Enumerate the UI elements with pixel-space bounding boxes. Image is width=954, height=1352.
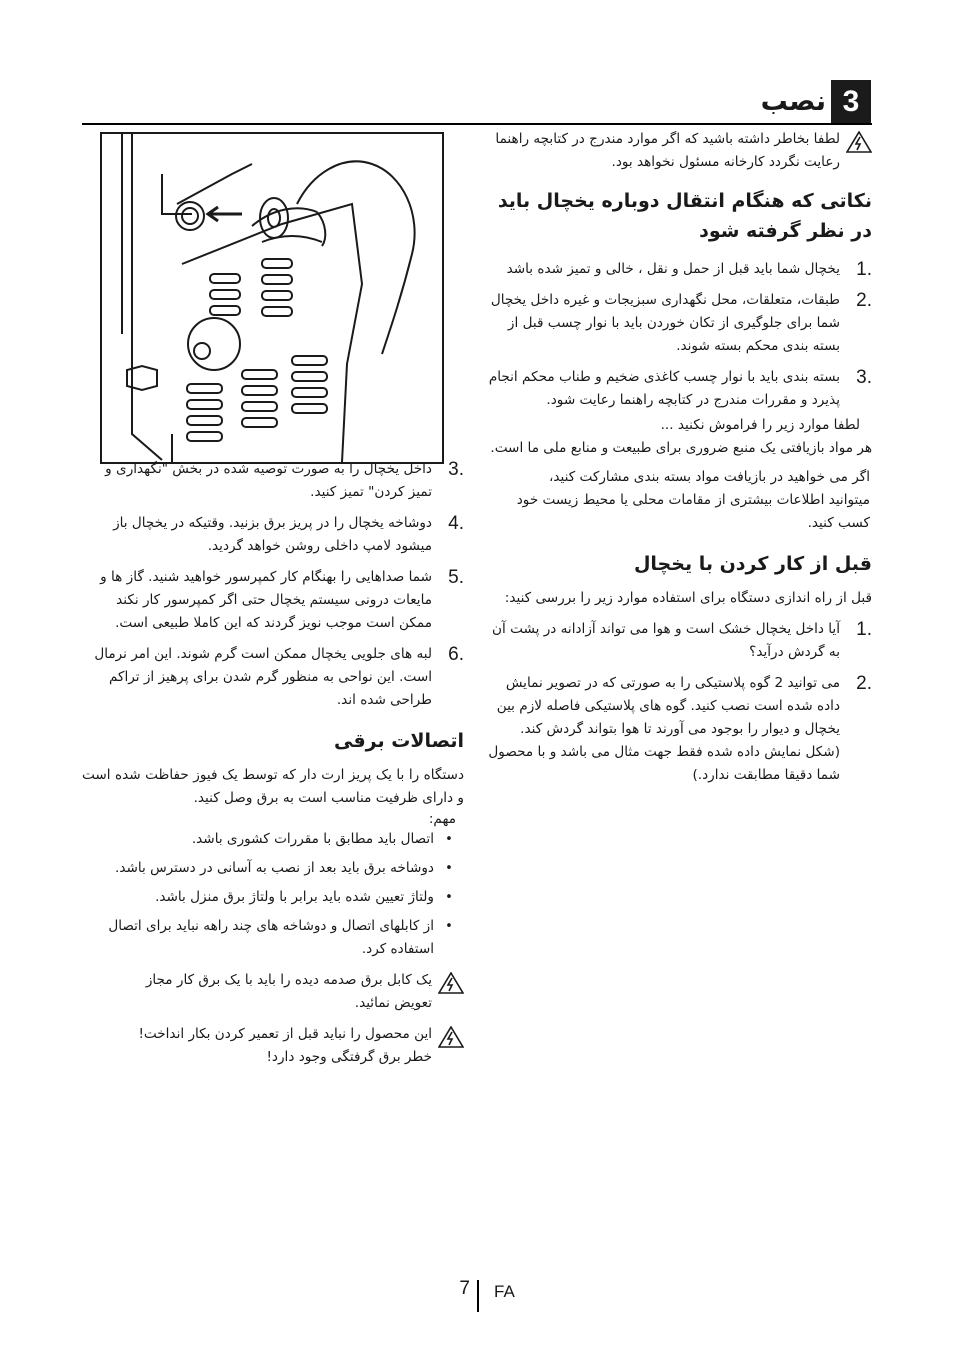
list-item — [484, 258, 872, 281]
illustration-plug-wedge — [100, 132, 444, 464]
repair-warning-text: این محصول را نباید قبل از تعمیر کردن بکار انداخت! خطر برق گرفتگی وجود دارد! — [138, 1026, 432, 1065]
list-item — [82, 566, 464, 635]
list-text: ولتاژ تعیین شده باید برابر با ولتاژ برق منزل باشد. — [155, 889, 434, 905]
recycle-text: هر مواد بازیافتی یک منبع ضروری برای طبیعت و منابع ملی ما است. — [490, 440, 872, 456]
footer-divider — [477, 1280, 479, 1312]
list-number: 2. — [856, 290, 872, 311]
list-text: از کابلهای اتصال و دوشاخه های چند راهه نباید برای اتصال استفاده کرد. — [108, 918, 434, 957]
list-number: 5. — [448, 567, 464, 588]
list-item — [82, 458, 464, 504]
list-item — [82, 512, 464, 558]
intro-warning — [484, 128, 872, 174]
list-number: 3. — [448, 459, 464, 480]
list-text: شما صداهایی را بهنگام کار کمپرسور خواهید شنید. گاز ها و مایعات درونی سیستم یخچال حتی اگر کمپرسور کار نکند ممکن است موجب نویز گردند که این کاملا طبیعی است. — [100, 569, 432, 631]
cable-warning-text: یک کابل برق صدمه دیده را باید با یک برق کار مجاز تعویض نمائید. — [145, 972, 432, 1011]
list-item — [484, 618, 872, 664]
list-text: لبه های جلویی یخچال ممکن است گرم شوند. این امر نرمال است. این نواحی به منظور گرم شدن برای پرهیز از تراکم طراحی شده اند. — [94, 646, 432, 708]
list-number: 6. — [448, 644, 464, 665]
reminder-line: لطفا موارد زیر را فراموش نکنید ... — [660, 417, 860, 433]
intro-warning-text: لطفا بخاطر داشته باشید که اگر موارد مندرج در کتابچه راهنما رعایت نگردد کارخانه مسئول نخواهد بود. — [495, 131, 840, 170]
list-text: اتصال باید مطابق با مقررات کشوری باشد. — [191, 831, 434, 847]
list-item — [82, 915, 464, 961]
list-text: دوشاخه یخچال را در پریز برق بزنید. وقتیکه در یخچال باز میشود لامپ داخلی روشن خواهد گردید. — [113, 515, 432, 554]
transport-list — [484, 258, 872, 412]
list-text: آیا داخل یخچال خشک است و هوا می تواند آزادانه در پشت آن به گردش درآید؟ — [492, 621, 840, 660]
list-text: بسته بندی باید با نوار چسب کاغذی ضخیم و طناب محکم انجام پذیرد و مقررات مندرج در کتابچه راهنما رعایت شود. — [488, 369, 840, 408]
warning-icon — [438, 1026, 464, 1048]
bullet: • — [445, 919, 453, 934]
list-item — [82, 857, 464, 880]
section-number: 3 — [831, 80, 871, 123]
electric-heading: اتصالات برقی — [334, 730, 464, 752]
list-number: 1. — [856, 259, 872, 280]
list-number: 3. — [856, 367, 872, 388]
bullet: • — [445, 861, 453, 876]
warning-icon — [438, 972, 464, 994]
section-title: نصب — [760, 86, 826, 117]
list-text: می توانید 2 گوه پلاستیکی را به صورتی که در تصویر نمایش داده شده است نصب کنید. گوه های پلاستیکی فاصله لازم بین یخچال و دیوار را بوجود می آورند تا هوا بتواند گردش کند. (شکل نمایش داده شده فقط جهت مثال می باشد و با محصول شما دقیقا مطابقت ندارد.) — [488, 675, 840, 783]
language-code: FA — [494, 1282, 515, 1301]
list-text: طبقات، متعلقات، محل نگهداری سبزیجات و غیره داخل یخچال شما برای جلوگیری از تکان خوردن باید با نوار چسب قبل از بسته بندی محکم بسته شوند. — [490, 292, 840, 354]
list-text: یخچال شما باید قبل از حمل و نقل ، خالی و تمیز شده باشد — [506, 261, 840, 277]
before-heading: قبل از کار کردن با یخچال — [633, 553, 872, 575]
list-text: داخل یخچال را به صورت توصیه شده در بخش "نگهداری و تمیز کردن" تمیز کنید. — [105, 461, 432, 500]
important-label: مهم: — [428, 811, 456, 827]
list-item — [484, 289, 872, 358]
list-item — [82, 828, 464, 851]
before-intro: قبل از راه اندازی دستگاه برای استفاده موارد زیر را بررسی کنید: — [504, 590, 872, 606]
left-column — [82, 458, 464, 1069]
requirements-list — [82, 828, 464, 961]
list-item — [484, 672, 872, 787]
list-number: 2. — [856, 673, 872, 694]
header-rule — [82, 123, 872, 125]
before-list — [484, 618, 872, 787]
cable-warning — [82, 969, 464, 1015]
list-item — [82, 643, 464, 712]
electric-intro: دستگاه را با یک پریز ارت دار که توسط یک فیوز حفاظت شده است و دارای ظرفیت مناسب است به برق وصل کنید. — [82, 767, 464, 806]
refrigerator-back-drawing — [102, 134, 442, 462]
list-text: دوشاخه برق باید بعد از نصب به آسانی در دسترس باشد. — [115, 860, 434, 876]
bullet: • — [445, 832, 453, 847]
right-column — [484, 128, 872, 787]
bullet: • — [445, 890, 453, 905]
transport-heading: نکاتی که هنگام انتقال دوباره یخچال باید در نظر گرفته شود — [497, 190, 872, 242]
continued-list — [82, 458, 464, 712]
repair-warning — [82, 1023, 464, 1069]
list-number: 4. — [448, 513, 464, 534]
list-number: 1. — [856, 619, 872, 640]
list-item — [484, 366, 872, 412]
list-item — [82, 886, 464, 909]
page-number: 7 — [459, 1278, 470, 1299]
packaging-text: اگر می خواهید در بازیافت مواد بسته بندی مشارکت کنید، میتوانید اطلاعات بیشتری از مقامات محلی یا محیط زیست خود کسب کنید. — [516, 469, 870, 531]
warning-icon — [846, 131, 872, 153]
